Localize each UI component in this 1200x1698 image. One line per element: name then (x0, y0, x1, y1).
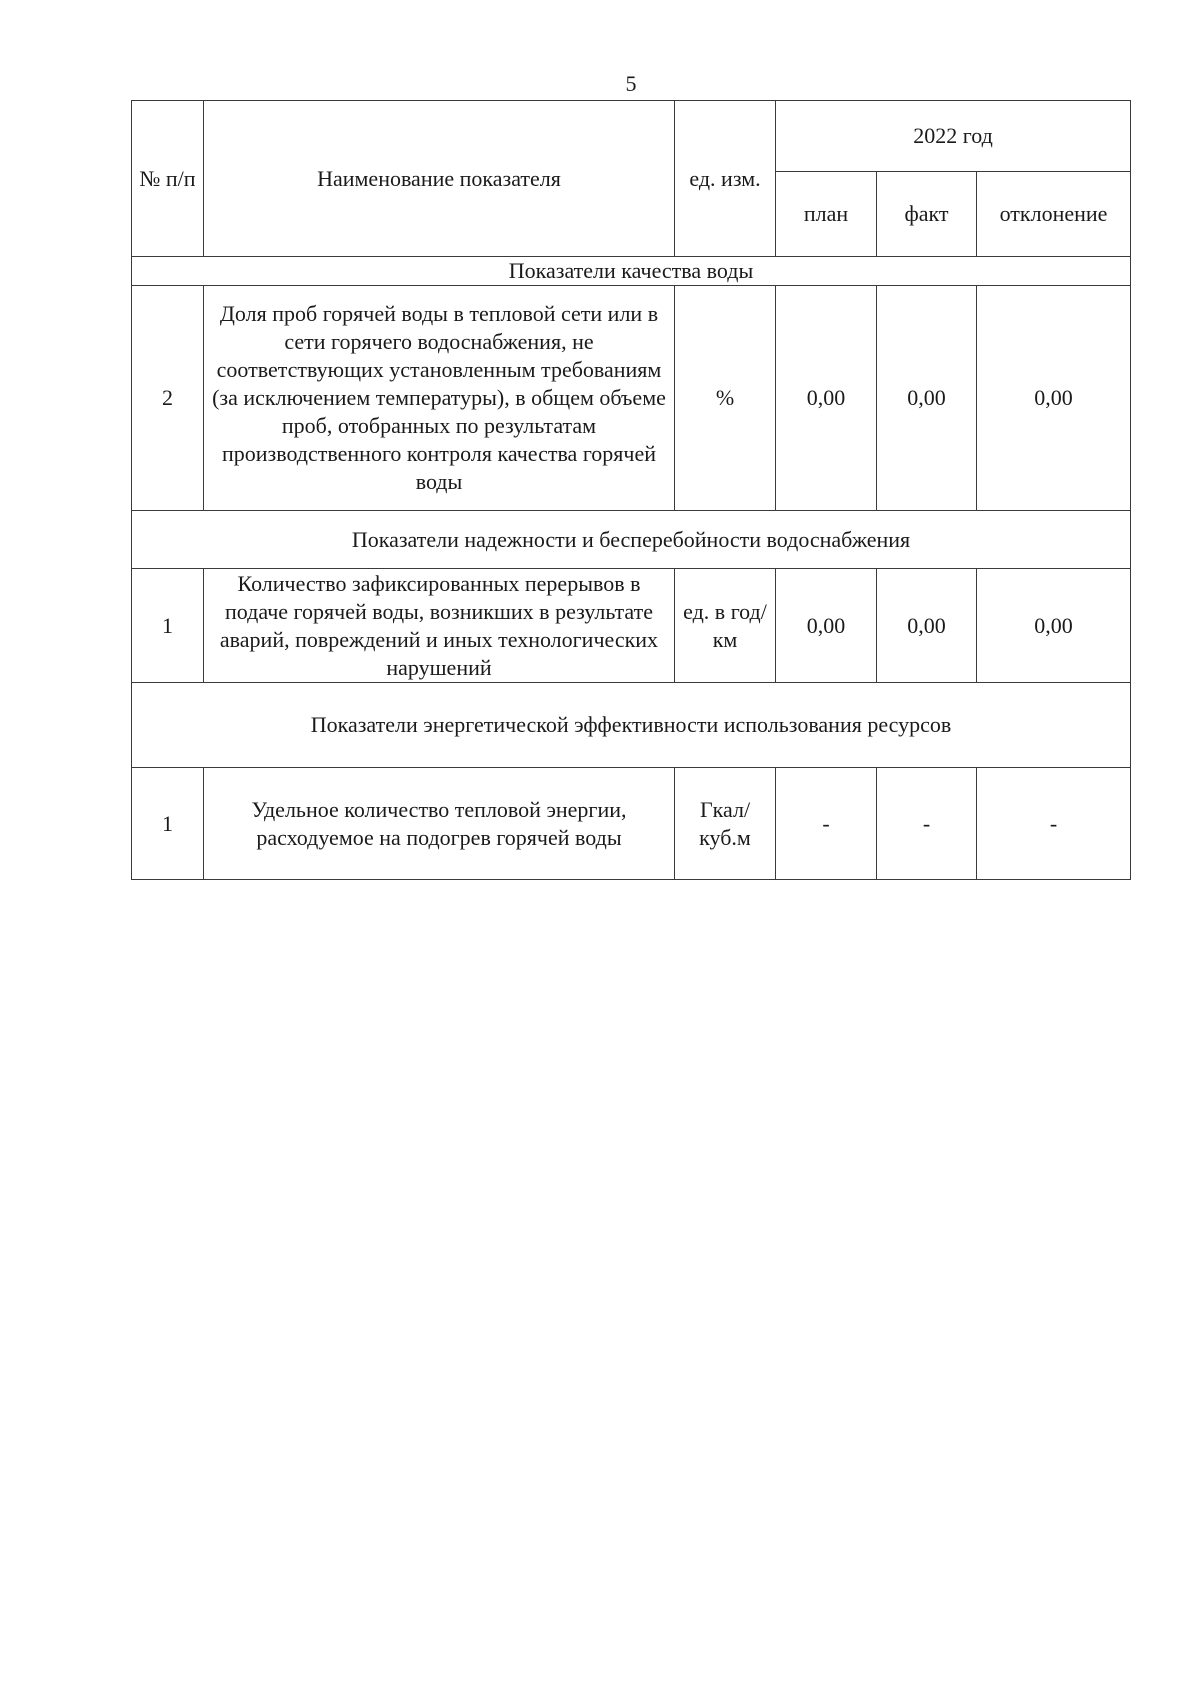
row-num: 1 (132, 569, 204, 683)
row-deviation: - (977, 768, 1131, 880)
row-fact: 0,00 (877, 286, 977, 511)
page-number: 5 (625, 71, 637, 96)
row-unit: ед. в год/ км (675, 569, 776, 683)
section-title: Показатели надежности и бесперебойности водоснабжения (132, 511, 1131, 569)
row-unit: % (675, 286, 776, 511)
row-num: 1 (132, 768, 204, 880)
row-deviation: 0,00 (977, 286, 1131, 511)
row-name: Удельное количество тепловой энергии, расходуемое на подогрев горячей воды (204, 768, 675, 880)
header-plan: план (776, 172, 877, 257)
section-title: Показатели качества воды (132, 257, 1131, 286)
header-unit: ед. изм. (675, 101, 776, 257)
header-num: № п/п (132, 101, 204, 257)
row-plan: - (776, 768, 877, 880)
row-fact: 0,00 (877, 569, 977, 683)
row-deviation: 0,00 (977, 569, 1131, 683)
row-plan: 0,00 (776, 569, 877, 683)
header-year: 2022 год (776, 101, 1131, 172)
row-unit: Гкал/куб.м (675, 768, 776, 880)
header-name: Наименование показателя (204, 101, 675, 257)
section-title: Показатели энергетической эффективности использования ресурсов (132, 683, 1131, 768)
row-plan: 0,00 (776, 286, 877, 511)
header-fact: факт (877, 172, 977, 257)
row-fact: - (877, 768, 977, 880)
row-num: 2 (132, 286, 204, 511)
header-deviation: отклонение (977, 172, 1131, 257)
indicators-table (131, 100, 1131, 880)
row-name: Количество зафиксированных перерывов в подаче горячей воды, возникших в результате аварий, повреждений и иных технологических нарушений (204, 569, 675, 683)
row-name: Доля проб горячей воды в тепловой сети или в сети горячего водоснабжения, не соответствующих установленным требованиям (за исключением температуры), в общем объеме проб, отобранных по результатам производственного контроля качества горячей воды (204, 286, 675, 511)
